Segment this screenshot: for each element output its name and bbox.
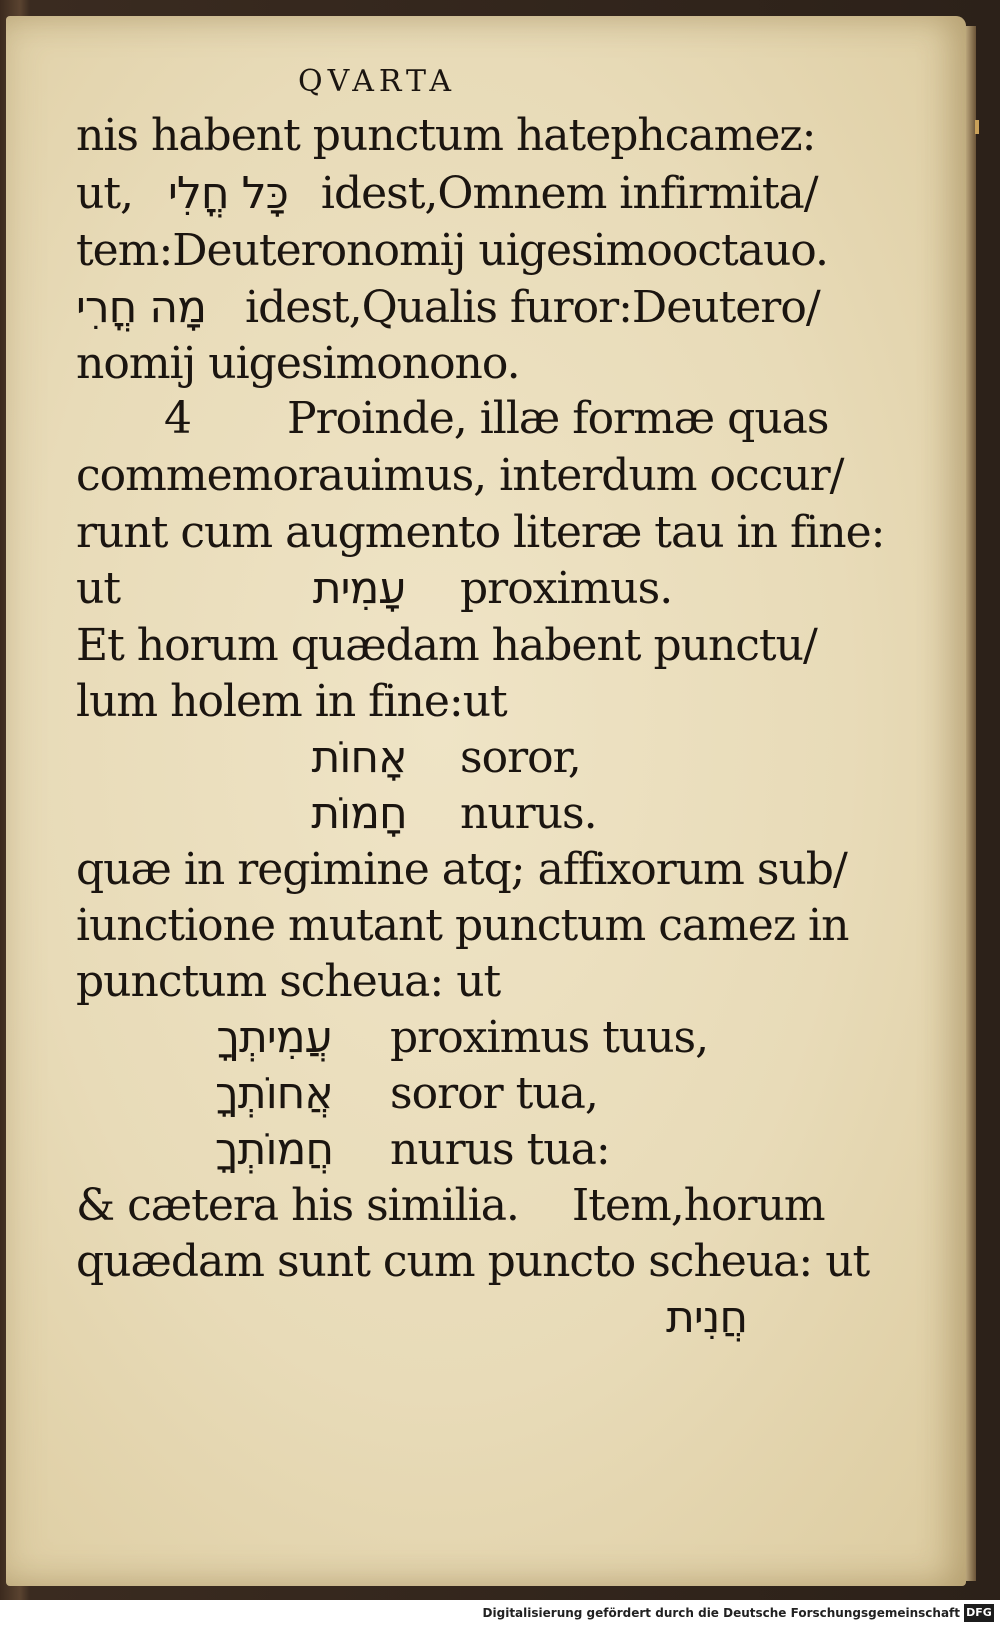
text-line: [76, 391, 828, 447]
catchword: חֲנִית: [666, 1292, 748, 1343]
hebrew-word: עָמִית: [312, 563, 406, 614]
text-fragment: ut,: [76, 168, 134, 219]
book-page: [6, 16, 966, 1586]
text-line: commemorauimus, interdum occur/: [76, 450, 844, 501]
text-fragment: Proinde, illæ formæ quas: [287, 393, 829, 444]
text-fragment: & cætera his similia.: [76, 1180, 519, 1231]
text-line: [76, 730, 581, 786]
text-line: [76, 786, 597, 842]
text-line: [76, 280, 820, 336]
text-fragment: soror,: [460, 732, 581, 783]
text-line: runt cum augmento literæ tau in fine:: [76, 507, 885, 558]
text-line: quæ in regimine atq; affixorum sub/: [76, 844, 847, 895]
text-fragment: nurus tua:: [390, 1124, 610, 1175]
text-line: tem:Deuteronomij uigesimooctauo.: [76, 225, 828, 276]
page-heading: QVARTA: [298, 64, 456, 99]
page-edge: [966, 26, 976, 1581]
hebrew-word: אֲחוֹתְךָ: [215, 1068, 333, 1119]
text-fragment: proximus tuus,: [390, 1012, 709, 1063]
text-fragment: ut: [76, 563, 121, 614]
hebrew-word: כָּל חֳלִי: [168, 168, 288, 219]
hebrew-word: חֲמוֹתְךָ: [214, 1124, 334, 1175]
hebrew-word: מָה חֳרִי: [76, 282, 207, 333]
text-line: [76, 1178, 825, 1234]
text-fragment: Item,horum: [571, 1180, 825, 1231]
text-fragment: soror tua,: [390, 1068, 598, 1119]
text-line: nis habent punctum hatephcamez:: [76, 110, 816, 161]
text-line: [76, 1066, 598, 1122]
ribbon-tick: [975, 120, 979, 134]
text-fragment: idest,Omnem infirmita/: [320, 168, 818, 219]
text-line: Et horum quædam habent punctu/: [76, 620, 817, 671]
text-line: lum holem in fine:ut: [76, 676, 507, 727]
text-line: iunctione mutant punctum camez in: [76, 900, 849, 951]
text-line: punctum scheua: ut: [76, 956, 501, 1007]
text-line: [76, 166, 818, 222]
footer-bar: [0, 1600, 1000, 1627]
text-line: [76, 561, 672, 617]
text-line: [666, 1290, 747, 1346]
hebrew-word: עֲמִיתְךָ: [216, 1012, 332, 1063]
dfg-logo: DFG: [964, 1604, 994, 1622]
text-fragment: nurus.: [460, 788, 597, 839]
text-fragment: proximus.: [460, 563, 673, 614]
funding-credit: Digitalisierung gefördert durch die Deutsche Forschungsgemeinschaft: [482, 1606, 960, 1620]
text-line: [76, 1010, 708, 1066]
text-line: nomij uigesimonono.: [76, 338, 520, 389]
hebrew-word: חָמוֹת: [311, 788, 407, 839]
hebrew-word: אָחוֹת: [311, 732, 407, 783]
text-line: quædam sunt cum puncto scheua: ut: [76, 1236, 870, 1287]
text-line: [76, 1122, 610, 1178]
text-fragment: idest,Qualis furor:Deutero/: [245, 282, 820, 333]
section-number: 4: [164, 393, 191, 444]
